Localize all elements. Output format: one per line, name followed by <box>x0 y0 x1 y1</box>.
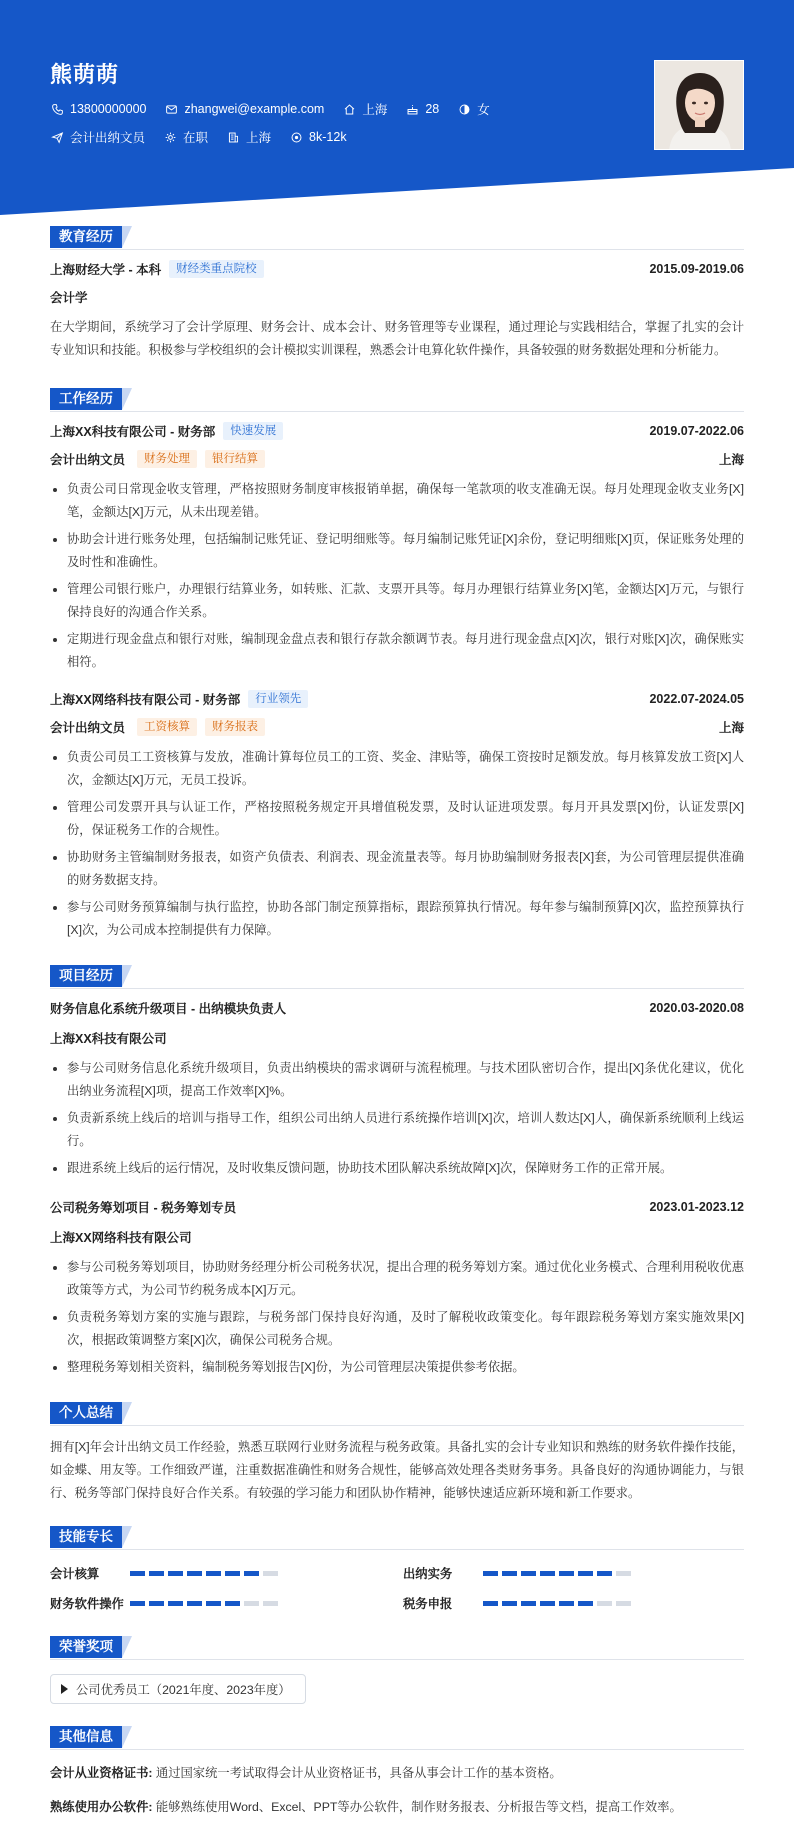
job-intent-row <box>50 128 365 146</box>
job-entry <box>50 420 744 674</box>
work-city-text: 上海 <box>246 131 272 145</box>
job-role: 会计出纳文员 <box>50 453 126 467</box>
email-icon <box>164 102 178 116</box>
gender-text: 女 <box>477 103 490 117</box>
age-item <box>405 102 439 116</box>
skill-tag: 财务报表 <box>205 718 265 736</box>
list-item: 参与公司财务预算编制与执行监控，协助各部门制定预算指标，跟踪预算执行情况。每年参与编制预算[X]次，监控预算执行[X]次，为公司成本控制提供有力保障。 <box>50 896 744 942</box>
skill-level-segment <box>187 1571 202 1576</box>
job-city: 上海 <box>718 453 744 467</box>
email-text: zhangwei@example.com <box>184 102 325 116</box>
work-city-item <box>226 128 271 146</box>
salary-text: 8k-12k <box>309 130 347 144</box>
summary-header <box>50 1402 744 1426</box>
skill-level-segment <box>559 1571 574 1576</box>
skill-level-segment <box>502 1601 517 1606</box>
resume-header <box>0 0 794 215</box>
section-title: 技能专长 <box>50 1526 122 1548</box>
project-company: 上海XX网络科技有限公司 <box>50 1231 192 1245</box>
project-header-row <box>50 1196 744 1218</box>
company-tag: 行业领先 <box>248 690 308 708</box>
skill-level-segment <box>540 1571 555 1576</box>
phone-item <box>50 102 146 116</box>
gender-item <box>457 100 490 118</box>
other-line <box>50 1792 744 1822</box>
contact-row <box>50 100 508 118</box>
job-target-text: 会计出纳文员 <box>70 131 146 145</box>
skill-level-segment <box>130 1601 145 1606</box>
skill-level-segment <box>616 1571 631 1576</box>
skill-item <box>403 1594 635 1612</box>
job-role-row <box>50 448 744 470</box>
candidate-name: 熊萌萌 <box>50 62 120 87</box>
location-text: 上海 <box>362 103 388 117</box>
salary-icon <box>289 130 303 144</box>
send-icon <box>50 130 64 144</box>
list-item: 协助财务主管编制财务报表，如资产负债表、利润表、现金流量表等。每月协助编制财务报表[X]套，为公司管理层提供准确的财务数据支持。 <box>50 846 744 892</box>
job-target-item <box>50 128 145 146</box>
skill-level-segment <box>502 1571 517 1576</box>
skill-level-segment <box>483 1601 498 1606</box>
list-item: 负责税务筹划方案的实施与跟踪，与税务部门保持良好沟通，及时了解税收政策变化。每年跟踪税务筹划方案实施效果[X]次，根据政策调整方案[X]次，确保公司税务合规。 <box>50 1306 744 1352</box>
projects-header <box>50 965 744 989</box>
education-section <box>50 226 744 362</box>
skill-level-segment <box>540 1601 555 1606</box>
job-period: 2022.07-2024.05 <box>649 692 744 706</box>
skill-level-segment <box>597 1601 612 1606</box>
company-name: 上海XX科技有限公司 - 财务部 <box>50 425 216 439</box>
skill-level-segment <box>244 1601 259 1606</box>
honor-item <box>50 1674 306 1704</box>
project-entry <box>50 997 744 1180</box>
list-item: 整理税务筹划相关资料，编制税务筹划报告[X]份，为公司管理层决策提供参考依据。 <box>50 1356 744 1379</box>
age-text: 28 <box>425 102 440 116</box>
project-period: 2023.01-2023.12 <box>649 1200 744 1214</box>
projects-section <box>50 965 744 1383</box>
summary-section <box>50 1402 744 1505</box>
gender-icon <box>457 102 471 116</box>
major-name: 会计学 <box>50 291 88 305</box>
job-entry <box>50 688 744 942</box>
job-bullets <box>50 478 744 674</box>
phone-text: 13800000000 <box>70 102 147 116</box>
skill-level-bar <box>130 1571 282 1576</box>
skill-level-segment <box>521 1601 536 1606</box>
play-icon <box>61 1684 68 1694</box>
skill-name: 税务申报 <box>403 1597 453 1611</box>
skill-level-segment <box>206 1601 221 1606</box>
project-name: 公司税务筹划项目 - 税务筹划专员 <box>50 1201 237 1215</box>
project-company: 上海XX科技有限公司 <box>50 1032 167 1046</box>
skill-level-bar <box>483 1601 635 1606</box>
school-tag: 财经类重点院校 <box>169 260 264 278</box>
list-item: 管理公司银行账户，办理银行结算业务，如转账、汇款、支票开具等。每月办理银行结算业务[X]笔，金额达[X]万元，与银行保持良好的沟通合作关系。 <box>50 578 744 624</box>
skill-level-segment <box>168 1571 183 1576</box>
skill-name: 出纳实务 <box>403 1567 453 1581</box>
other-section <box>50 1726 744 1822</box>
skill-level-segment <box>130 1571 145 1576</box>
other-line <box>50 1758 744 1788</box>
project-company-row <box>50 1027 744 1049</box>
job-city: 上海 <box>718 721 744 735</box>
project-period: 2020.03-2020.08 <box>649 1001 744 1015</box>
skill-level-segment <box>616 1601 631 1606</box>
skill-item <box>403 1564 635 1582</box>
school-name: 上海财经大学 - 本科 <box>50 263 162 277</box>
job-header-row <box>50 420 744 442</box>
gear-icon <box>163 130 177 144</box>
skill-level-segment <box>149 1571 164 1576</box>
section-title: 荣誉奖项 <box>50 1636 122 1658</box>
skill-name: 财务软件操作 <box>50 1597 124 1611</box>
skill-tag: 银行结算 <box>205 450 265 468</box>
education-row <box>50 258 744 280</box>
skill-level-segment <box>225 1601 240 1606</box>
project-name: 财务信息化系统升级项目 - 出纳模块负责人 <box>50 1002 287 1016</box>
skill-item <box>50 1594 282 1612</box>
project-entry <box>50 1196 744 1379</box>
project-company-row <box>50 1226 744 1248</box>
list-item: 定期进行现金盘点和银行对账，编制现金盘点表和银行存款余额调节表。每月进行现金盘点[X]次，银行对账[X]次，确保账实相符。 <box>50 628 744 674</box>
skill-tag: 工资核算 <box>137 718 197 736</box>
honors-header <box>50 1636 744 1660</box>
major-row <box>50 286 744 308</box>
skills-section <box>50 1526 744 1622</box>
section-title: 项目经历 <box>50 965 122 987</box>
education-period: 2015.09-2019.06 <box>649 262 744 276</box>
list-item: 负责新系统上线后的培训与指导工作，组织公司出纳人员进行系统操作培训[X]次，培训人数达[X]人，确保新系统顺利上线运行。 <box>50 1107 744 1153</box>
list-item: 负责公司日常现金收支管理，严格按照财务制度审核报销单据，确保每一笔款项的收支准确无误。每月处理现金收支业务[X]笔，金额达[X]万元，从未出现差错。 <box>50 478 744 524</box>
work-header <box>50 388 744 412</box>
skill-level-segment <box>149 1601 164 1606</box>
skill-level-segment <box>559 1601 574 1606</box>
skill-level-segment <box>187 1601 202 1606</box>
job-period: 2019.07-2022.06 <box>649 424 744 438</box>
section-title: 其他信息 <box>50 1726 122 1748</box>
skill-level-bar <box>130 1601 282 1606</box>
work-section <box>50 388 744 946</box>
section-title: 工作经历 <box>50 388 122 410</box>
home-icon <box>342 102 356 116</box>
status-item <box>163 128 208 146</box>
education-header <box>50 226 744 250</box>
skill-level-segment <box>483 1571 498 1576</box>
company-tag: 快速发展 <box>223 422 283 440</box>
skill-item <box>50 1564 282 1582</box>
skill-level-bar <box>483 1571 635 1576</box>
skill-level-segment <box>168 1601 183 1606</box>
skill-name: 会计核算 <box>50 1567 100 1581</box>
location-item <box>342 100 387 118</box>
list-item: 跟进系统上线后的运行情况，及时收集反馈问题，协助技术团队解决系统故障[X]次，保障财务工作的正常开展。 <box>50 1157 744 1180</box>
skill-level-segment <box>206 1571 221 1576</box>
skill-tag: 财务处理 <box>137 450 197 468</box>
other-label: 熟练使用办公软件: <box>50 1800 153 1814</box>
honors-section <box>50 1636 744 1704</box>
list-item: 负责公司员工工资核算与发放，准确计算每位员工的工资、奖金、津贴等，确保工资按时足额发放。每月核算发放工资[X]人次，金额达[X]万元，无员工投诉。 <box>50 746 744 792</box>
company-name: 上海XX网络科技有限公司 - 财务部 <box>50 693 241 707</box>
portrait-image <box>655 61 744 150</box>
list-item: 参与公司税务筹划项目，协助财务经理分析公司税务状况，提出合理的税务筹划方案。通过优化业务模式、合理利用税收优惠政策等方式，为公司节约税务成本[X]万元。 <box>50 1256 744 1302</box>
salary-item <box>289 130 347 144</box>
skill-level-segment <box>263 1571 278 1576</box>
other-header <box>50 1726 744 1750</box>
email-item <box>164 102 324 116</box>
summary-text: 拥有[X]年会计出纳文员工作经验，熟悉互联网行业财务流程与税务政策。具备扎实的会计专业知识和熟练的财务软件操作技能，如金蝶、用友等。工作细致严谨，注重数据准确性和财务合规性，能够高效处理各类财务事务。具备良好的沟通协调能力，与银行、税务等部门保持良好合作关系。有较强的学习能力和团队协作精神，能够快速适应新环境和新工作要求。 <box>50 1440 744 1500</box>
honor-text: 公司优秀员工（2021年度、2023年度） <box>76 1683 291 1697</box>
list-item: 管理公司发票开具与认证工作，严格按照税务规定开具增值税发票，及时认证进项发票。每月开具发票[X]份，认证发票[X]份，保证税务工作的合规性。 <box>50 796 744 842</box>
skill-level-segment <box>263 1601 278 1606</box>
skill-level-segment <box>225 1571 240 1576</box>
job-role-row <box>50 716 744 738</box>
building-icon <box>226 130 240 144</box>
status-text: 在职 <box>183 131 209 145</box>
cake-icon <box>405 102 419 116</box>
list-item: 参与公司财务信息化系统升级项目，负责出纳模块的需求调研与流程梳理。与技术团队密切合作，提出[X]条优化建议，优化出纳业务流程[X]项，提高工作效率[X]%。 <box>50 1057 744 1103</box>
skills-header <box>50 1526 744 1550</box>
section-title: 教育经历 <box>50 226 122 248</box>
project-bullets <box>50 1057 744 1180</box>
other-label: 会计从业资格证书: <box>50 1766 153 1780</box>
job-role: 会计出纳文员 <box>50 721 126 735</box>
section-title: 个人总结 <box>50 1402 122 1424</box>
skill-level-segment <box>521 1571 536 1576</box>
skill-level-segment <box>244 1571 259 1576</box>
project-bullets <box>50 1256 744 1379</box>
list-item: 协助会计进行账务处理，包括编制记账凭证、登记明细账等。每月编制记账凭证[X]余份，登记明细账[X]页，保证账务处理的及时性和准确性。 <box>50 528 744 574</box>
skill-level-segment <box>578 1571 593 1576</box>
job-header-row <box>50 688 744 710</box>
education-description: 在大学期间，系统学习了会计学原理、财务会计、成本会计、财务管理等专业课程，通过理论与实践相结合，掌握了扎实的会计专业知识和技能。积极参与学校组织的会计模拟实训课程，熟悉会计电算化软件操作，具备较强的财务数据处理和分析能力。 <box>50 320 744 357</box>
job-bullets <box>50 746 744 942</box>
phone-icon <box>50 102 64 116</box>
project-header-row <box>50 997 744 1019</box>
profile-photo <box>654 60 744 150</box>
skill-level-segment <box>597 1571 612 1576</box>
other-text: 通过国家统一考试取得会计从业资格证书，具备从事会计工作的基本资格。 <box>155 1766 562 1780</box>
skill-level-segment <box>578 1601 593 1606</box>
other-text: 能够熟练使用Word、Excel、PPT等办公软件，制作财务报表、分析报告等文档，提高工作效率。 <box>155 1800 682 1814</box>
